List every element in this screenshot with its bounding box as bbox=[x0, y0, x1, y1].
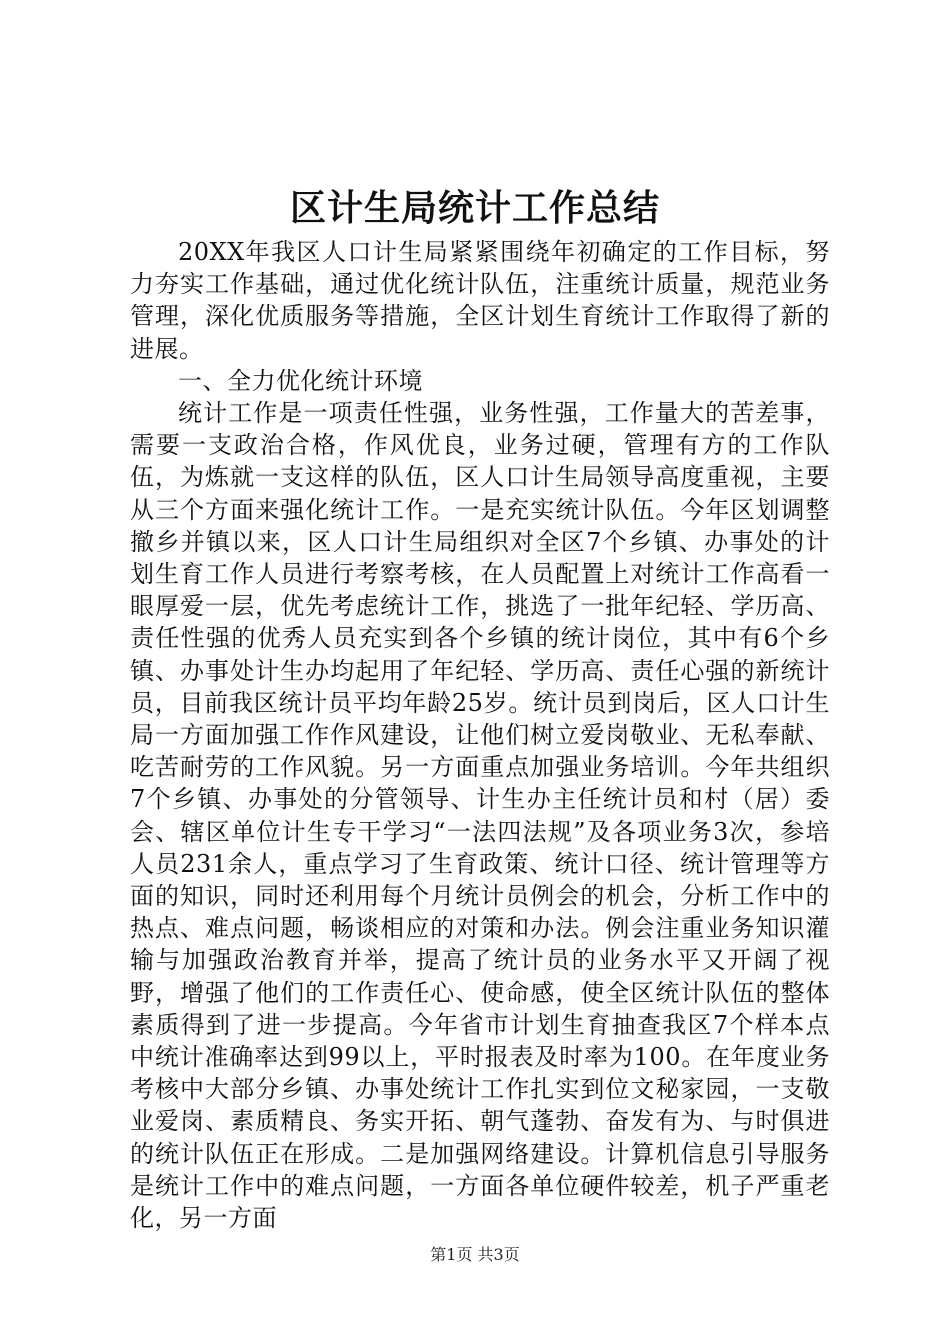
intro-paragraph: 20XX年我区人口计生局紧紧围绕年初确定的工作目标，努力夯实工作基础，通过优化统计队伍，注重统计质量，规范业务管理，深化优质服务等措施，全区计划生育统计工作取得了新的进展。 bbox=[130, 238, 830, 363]
page-footer: 第1页 共3页 bbox=[430, 1245, 520, 1264]
body-paragraph: 统计工作是一项责任性强，业务性强，工作量大的苦差事，需要一支政治合格，作风优良，业务过硬，管理有方的工作队伍，为炼就一支这样的队伍，区人口计生局领导高度重视，主要从三个方面来强化统计工作。一是充实统计队伍。今年区划调整撤乡并镇以来，区人口计生局组织对全区7个乡镇、办事处的计划生育工作人员进行考察考核，在人员配置上对统计工作高看一眼厚爱一层，优先考虑统计工作，挑选了一批年纪轻、学历高、责任性强的优秀人员充实到各个乡镇的统计岗位，其中有6个乡镇、办事处计生办均起用了年纪轻、学历高、责任心强的新统计员，目前我区统计员平均年龄25岁。统计员到岗后，区人口计生局一方面加强工作作风建设，让他们树立爱岗敬业、无私奉献、吃苦耐劳的工作风貌。另一方面重点加强业务培训。今年共组织7个乡镇、办事处的分管领导、计生办主任统计员和村（居）委会、辖区单位计生专干学习“一法四法规”及各项业务3次，参培人员231余人，重点学习了生育政策、统计口径、统计管理等方面的知识，同时还利用每个月统计员例会的机会，分析工作中的热点、难点问题，畅谈相应的对策和办法。例会注重业务知识灌输与加强政治教育并举，提高了统计员的业务水平又开阔了视野，增强了他们的工作责任心、使命感，使全区统计队伍的整体素质得到了进一步提高。今年省市计划生育抽查我区7个样本点中统计准确率达到99以上，平时报表及时率为100。在年度业务考核中大部分乡镇、办事处统计工作扎实到位文秘家园，一支敬业爱岗、素质精良、务实开拓、朝气蓬勃、奋发有为、与时俱进的统计队伍正在形成。二是加强网络建设。计算机信息引导服务是统计工作中的难点问题，一方面各单位硬件较差，机子严重老化，另一方面 bbox=[130, 399, 830, 1233]
document-title: 区计生局统计工作总结 bbox=[289, 187, 660, 229]
section-heading: 一、全力优化统计环境 bbox=[178, 366, 423, 395]
document-body bbox=[130, 236, 830, 1234]
